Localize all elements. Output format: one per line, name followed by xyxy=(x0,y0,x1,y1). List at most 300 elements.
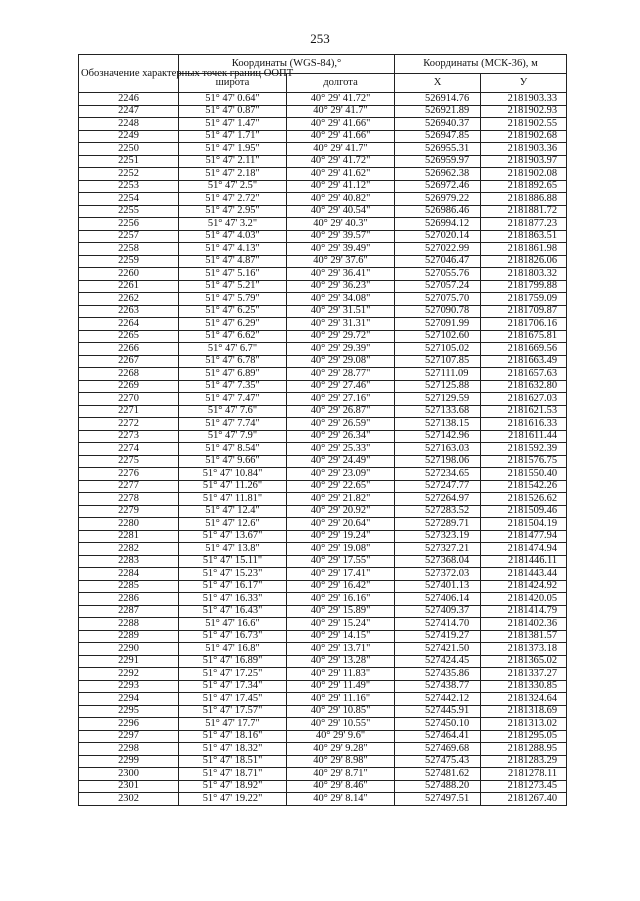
x-coordinate-cell: 527057.24 xyxy=(395,280,481,293)
longitude-cell: 40° 29' 37.6" xyxy=(287,255,395,268)
point-id-cell: 2282 xyxy=(79,543,179,556)
longitude-cell: 40° 29' 29.72" xyxy=(287,330,395,343)
point-id-cell: 2288 xyxy=(79,618,179,631)
x-coordinate-cell: 527111.09 xyxy=(395,368,481,381)
latitude-cell: 51° 47' 16.6" xyxy=(179,618,287,631)
latitude-cell: 51° 47' 7.9" xyxy=(179,430,287,443)
x-coordinate-cell: 527488.20 xyxy=(395,780,481,793)
x-coordinate-cell: 527323.19 xyxy=(395,530,481,543)
point-id-cell: 2259 xyxy=(79,255,179,268)
longitude-cell: 40° 29' 31.31" xyxy=(287,318,395,331)
y-coordinate-cell: 2181902.68 xyxy=(481,130,567,143)
table-row xyxy=(79,205,567,218)
y-coordinate-cell: 2181657.63 xyxy=(481,368,567,381)
longitude-cell: 40° 29' 39.57" xyxy=(287,230,395,243)
table-row xyxy=(79,668,567,681)
latitude-cell: 51° 47' 2.11" xyxy=(179,155,287,168)
table-row xyxy=(79,530,567,543)
table-row xyxy=(79,180,567,193)
y-coordinate-cell: 2181861.98 xyxy=(481,243,567,256)
latitude-cell: 51° 47' 17.25" xyxy=(179,668,287,681)
longitude-cell: 40° 29' 40.54" xyxy=(287,205,395,218)
x-coordinate-cell: 527046.47 xyxy=(395,255,481,268)
longitude-cell: 40° 29' 24.49" xyxy=(287,455,395,468)
y-coordinate-cell: 2181402.36 xyxy=(481,618,567,631)
y-coordinate-cell: 2181902.93 xyxy=(481,105,567,118)
point-id-cell: 2302 xyxy=(79,793,179,806)
x-coordinate-cell: 527401.13 xyxy=(395,580,481,593)
table-row xyxy=(79,218,567,231)
latitude-cell: 51° 47' 19.22" xyxy=(179,793,287,806)
x-coordinate-cell: 526972.46 xyxy=(395,180,481,193)
point-id-cell: 2297 xyxy=(79,730,179,743)
longitude-cell: 40° 29' 41.12" xyxy=(287,180,395,193)
point-id-cell: 2271 xyxy=(79,405,179,418)
point-id-cell: 2246 xyxy=(79,93,179,106)
y-coordinate-cell: 2181863.51 xyxy=(481,230,567,243)
longitude-cell: 40° 29' 40.3" xyxy=(287,218,395,231)
table-row xyxy=(79,293,567,306)
x-coordinate-cell: 527020.14 xyxy=(395,230,481,243)
header-longitude: долгота xyxy=(287,74,395,93)
point-id-cell: 2293 xyxy=(79,680,179,693)
y-coordinate-cell: 2181675.81 xyxy=(481,330,567,343)
x-coordinate-cell: 526921.89 xyxy=(395,105,481,118)
table-row xyxy=(79,705,567,718)
latitude-cell: 51° 47' 5.21" xyxy=(179,280,287,293)
x-coordinate-cell: 527090.78 xyxy=(395,305,481,318)
table-row xyxy=(79,118,567,131)
y-coordinate-cell: 2181318.69 xyxy=(481,705,567,718)
point-id-cell: 2268 xyxy=(79,368,179,381)
header-designation: Обозначение характерных точек границ ООПТ xyxy=(79,55,179,93)
latitude-cell: 51° 47' 18.16" xyxy=(179,730,287,743)
table-row xyxy=(79,368,567,381)
point-id-cell: 2277 xyxy=(79,480,179,493)
y-coordinate-cell: 2181273.45 xyxy=(481,780,567,793)
x-coordinate-cell: 527438.77 xyxy=(395,680,481,693)
table-row xyxy=(79,168,567,181)
table-row xyxy=(79,318,567,331)
latitude-cell: 51° 47' 17.57" xyxy=(179,705,287,718)
latitude-cell: 51° 47' 6.7" xyxy=(179,343,287,356)
latitude-cell: 51° 47' 0.64" xyxy=(179,93,287,106)
longitude-cell: 40° 29' 29.08" xyxy=(287,355,395,368)
latitude-cell: 51° 47' 4.03" xyxy=(179,230,287,243)
y-coordinate-cell: 2181295.05 xyxy=(481,730,567,743)
table-row xyxy=(79,143,567,156)
table-row xyxy=(79,555,567,568)
longitude-cell: 40° 29' 34.08" xyxy=(287,293,395,306)
x-coordinate-cell: 527481.62 xyxy=(395,768,481,781)
longitude-cell: 40° 29' 39.49" xyxy=(287,243,395,256)
point-id-cell: 2248 xyxy=(79,118,179,131)
x-coordinate-cell: 527424.45 xyxy=(395,655,481,668)
longitude-cell: 40° 29' 8.14" xyxy=(287,793,395,806)
latitude-cell: 51° 47' 16.8" xyxy=(179,643,287,656)
table-row xyxy=(79,593,567,606)
latitude-cell: 51° 47' 15.23" xyxy=(179,568,287,581)
x-coordinate-cell: 526914.76 xyxy=(395,93,481,106)
point-id-cell: 2281 xyxy=(79,530,179,543)
latitude-cell: 51° 47' 2.95" xyxy=(179,205,287,218)
longitude-cell: 40° 29' 11.83" xyxy=(287,668,395,681)
x-coordinate-cell: 527129.59 xyxy=(395,393,481,406)
x-coordinate-cell: 526955.31 xyxy=(395,143,481,156)
y-coordinate-cell: 2181443.44 xyxy=(481,568,567,581)
latitude-cell: 51° 47' 15.11" xyxy=(179,555,287,568)
x-coordinate-cell: 527105.02 xyxy=(395,343,481,356)
latitude-cell: 51° 47' 17.34" xyxy=(179,680,287,693)
y-coordinate-cell: 2181267.40 xyxy=(481,793,567,806)
table-row xyxy=(79,268,567,281)
latitude-cell: 51° 47' 5.79" xyxy=(179,293,287,306)
latitude-cell: 51° 47' 18.71" xyxy=(179,768,287,781)
x-coordinate-cell: 526962.38 xyxy=(395,168,481,181)
longitude-cell: 40° 29' 41.66" xyxy=(287,130,395,143)
x-coordinate-cell: 527022.99 xyxy=(395,243,481,256)
x-coordinate-cell: 527102.60 xyxy=(395,330,481,343)
latitude-cell: 51° 47' 1.95" xyxy=(179,143,287,156)
latitude-cell: 51° 47' 16.73" xyxy=(179,630,287,643)
y-coordinate-cell: 2181799.88 xyxy=(481,280,567,293)
y-coordinate-cell: 2181892.65 xyxy=(481,180,567,193)
table-row xyxy=(79,130,567,143)
point-id-cell: 2294 xyxy=(79,693,179,706)
x-coordinate-cell: 526947.85 xyxy=(395,130,481,143)
y-coordinate-cell: 2181632.80 xyxy=(481,380,567,393)
y-coordinate-cell: 2181365.02 xyxy=(481,655,567,668)
y-coordinate-cell: 2181611.44 xyxy=(481,430,567,443)
y-coordinate-cell: 2181616.33 xyxy=(481,418,567,431)
y-coordinate-cell: 2181759.09 xyxy=(481,293,567,306)
longitude-cell: 40° 29' 8.98" xyxy=(287,755,395,768)
table-row xyxy=(79,343,567,356)
y-coordinate-cell: 2181826.06 xyxy=(481,255,567,268)
x-coordinate-cell: 527409.37 xyxy=(395,605,481,618)
table-row xyxy=(79,680,567,693)
longitude-cell: 40° 29' 15.89" xyxy=(287,605,395,618)
latitude-cell: 51° 47' 2.5" xyxy=(179,180,287,193)
longitude-cell: 40° 29' 14.15" xyxy=(287,630,395,643)
x-coordinate-cell: 527445.91 xyxy=(395,705,481,718)
y-coordinate-cell: 2181542.26 xyxy=(481,480,567,493)
longitude-cell: 40° 29' 26.34" xyxy=(287,430,395,443)
longitude-cell: 40° 29' 41.66" xyxy=(287,118,395,131)
header-latitude: широта xyxy=(179,74,287,93)
point-id-cell: 2257 xyxy=(79,230,179,243)
longitude-cell: 40° 29' 22.65" xyxy=(287,480,395,493)
latitude-cell: 51° 47' 8.54" xyxy=(179,443,287,456)
y-coordinate-cell: 2181706.16 xyxy=(481,318,567,331)
y-coordinate-cell: 2181526.62 xyxy=(481,493,567,506)
latitude-cell: 51° 47' 6.29" xyxy=(179,318,287,331)
point-id-cell: 2273 xyxy=(79,430,179,443)
coordinates-table xyxy=(78,54,567,806)
point-id-cell: 2261 xyxy=(79,280,179,293)
longitude-cell: 40° 29' 8.46" xyxy=(287,780,395,793)
latitude-cell: 51° 47' 7.6" xyxy=(179,405,287,418)
y-coordinate-cell: 2181902.08 xyxy=(481,168,567,181)
longitude-cell: 40° 29' 29.39" xyxy=(287,343,395,356)
latitude-cell: 51° 47' 6.78" xyxy=(179,355,287,368)
y-coordinate-cell: 2181886.88 xyxy=(481,193,567,206)
x-coordinate-cell: 527289.71 xyxy=(395,518,481,531)
latitude-cell: 51° 47' 4.87" xyxy=(179,255,287,268)
longitude-cell: 40° 29' 17.41" xyxy=(287,568,395,581)
table-row xyxy=(79,193,567,206)
longitude-cell: 40° 29' 19.08" xyxy=(287,543,395,556)
point-id-cell: 2267 xyxy=(79,355,179,368)
latitude-cell: 51° 47' 9.66" xyxy=(179,455,287,468)
y-coordinate-cell: 2181504.19 xyxy=(481,518,567,531)
table-header xyxy=(79,55,567,93)
table-row xyxy=(79,355,567,368)
longitude-cell: 40° 29' 15.24" xyxy=(287,618,395,631)
point-id-cell: 2254 xyxy=(79,193,179,206)
latitude-cell: 51° 47' 16.17" xyxy=(179,580,287,593)
point-id-cell: 2300 xyxy=(79,768,179,781)
x-coordinate-cell: 527133.68 xyxy=(395,405,481,418)
table-row xyxy=(79,580,567,593)
point-id-cell: 2276 xyxy=(79,468,179,481)
latitude-cell: 51° 47' 12.4" xyxy=(179,505,287,518)
y-coordinate-cell: 2181373.18 xyxy=(481,643,567,656)
latitude-cell: 51° 47' 2.18" xyxy=(179,168,287,181)
latitude-cell: 51° 47' 7.47" xyxy=(179,393,287,406)
table-row xyxy=(79,255,567,268)
table-row xyxy=(79,380,567,393)
table-row xyxy=(79,793,567,806)
point-id-cell: 2291 xyxy=(79,655,179,668)
point-id-cell: 2274 xyxy=(79,443,179,456)
x-coordinate-cell: 527435.86 xyxy=(395,668,481,681)
y-coordinate-cell: 2181902.55 xyxy=(481,118,567,131)
y-coordinate-cell: 2181550.40 xyxy=(481,468,567,481)
x-coordinate-cell: 527327.21 xyxy=(395,543,481,556)
y-coordinate-cell: 2181324.64 xyxy=(481,693,567,706)
latitude-cell: 51° 47' 2.72" xyxy=(179,193,287,206)
x-coordinate-cell: 527234.65 xyxy=(395,468,481,481)
y-coordinate-cell: 2181663.49 xyxy=(481,355,567,368)
longitude-cell: 40° 29' 11.49" xyxy=(287,680,395,693)
point-id-cell: 2269 xyxy=(79,380,179,393)
longitude-cell: 40° 29' 9.28" xyxy=(287,743,395,756)
table-row xyxy=(79,518,567,531)
point-id-cell: 2278 xyxy=(79,493,179,506)
header-wgs-coordinates: Координаты (WGS-84),° xyxy=(179,55,395,74)
longitude-cell: 40° 29' 27.16" xyxy=(287,393,395,406)
latitude-cell: 51° 47' 16.33" xyxy=(179,593,287,606)
longitude-cell: 40° 29' 10.55" xyxy=(287,718,395,731)
point-id-cell: 2264 xyxy=(79,318,179,331)
point-id-cell: 2284 xyxy=(79,568,179,581)
longitude-cell: 40° 29' 41.72" xyxy=(287,93,395,106)
y-coordinate-cell: 2181592.39 xyxy=(481,443,567,456)
longitude-cell: 40° 29' 26.59" xyxy=(287,418,395,431)
point-id-cell: 2290 xyxy=(79,643,179,656)
longitude-cell: 40° 29' 36.23" xyxy=(287,280,395,293)
longitude-cell: 40° 29' 28.77" xyxy=(287,368,395,381)
table-row xyxy=(79,230,567,243)
latitude-cell: 51° 47' 7.74" xyxy=(179,418,287,431)
y-coordinate-cell: 2181474.94 xyxy=(481,543,567,556)
latitude-cell: 51° 47' 16.43" xyxy=(179,605,287,618)
longitude-cell: 40° 29' 20.92" xyxy=(287,505,395,518)
x-coordinate-cell: 526986.46 xyxy=(395,205,481,218)
latitude-cell: 51° 47' 11.81" xyxy=(179,493,287,506)
point-id-cell: 2250 xyxy=(79,143,179,156)
longitude-cell: 40° 29' 41.72" xyxy=(287,155,395,168)
point-id-cell: 2280 xyxy=(79,518,179,531)
y-coordinate-cell: 2181288.95 xyxy=(481,743,567,756)
point-id-cell: 2287 xyxy=(79,605,179,618)
header-row-top xyxy=(79,55,567,74)
latitude-cell: 51° 47' 18.92" xyxy=(179,780,287,793)
x-coordinate-cell: 526979.22 xyxy=(395,193,481,206)
x-coordinate-cell: 527368.04 xyxy=(395,555,481,568)
y-coordinate-cell: 2181477.94 xyxy=(481,530,567,543)
longitude-cell: 40° 29' 13.71" xyxy=(287,643,395,656)
table-row xyxy=(79,568,567,581)
longitude-cell: 40° 29' 17.55" xyxy=(287,555,395,568)
x-coordinate-cell: 527464.41 xyxy=(395,730,481,743)
y-coordinate-cell: 2181903.33 xyxy=(481,93,567,106)
y-coordinate-cell: 2181420.05 xyxy=(481,593,567,606)
y-coordinate-cell: 2181330.85 xyxy=(481,680,567,693)
latitude-cell: 51° 47' 12.6" xyxy=(179,518,287,531)
latitude-cell: 51° 47' 18.51" xyxy=(179,755,287,768)
y-coordinate-cell: 2181803.32 xyxy=(481,268,567,281)
latitude-cell: 51° 47' 1.47" xyxy=(179,118,287,131)
header-y: У xyxy=(481,74,567,93)
point-id-cell: 2247 xyxy=(79,105,179,118)
y-coordinate-cell: 2181414.79 xyxy=(481,605,567,618)
x-coordinate-cell: 526940.37 xyxy=(395,118,481,131)
table-row xyxy=(79,468,567,481)
table-row xyxy=(79,630,567,643)
longitude-cell: 40° 29' 19.24" xyxy=(287,530,395,543)
table-row xyxy=(79,330,567,343)
y-coordinate-cell: 2181278.11 xyxy=(481,768,567,781)
y-coordinate-cell: 2181627.03 xyxy=(481,393,567,406)
longitude-cell: 40° 29' 31.51" xyxy=(287,305,395,318)
latitude-cell: 51° 47' 13.67" xyxy=(179,530,287,543)
y-coordinate-cell: 2181509.46 xyxy=(481,505,567,518)
table-row xyxy=(79,155,567,168)
y-coordinate-cell: 2181903.97 xyxy=(481,155,567,168)
y-coordinate-cell: 2181381.57 xyxy=(481,630,567,643)
longitude-cell: 40° 29' 16.16" xyxy=(287,593,395,606)
table-row xyxy=(79,768,567,781)
table-row xyxy=(79,718,567,731)
latitude-cell: 51° 47' 3.2" xyxy=(179,218,287,231)
longitude-cell: 40° 29' 23.09" xyxy=(287,468,395,481)
x-coordinate-cell: 527163.03 xyxy=(395,443,481,456)
point-id-cell: 2258 xyxy=(79,243,179,256)
table-row xyxy=(79,305,567,318)
longitude-cell: 40° 29' 36.41" xyxy=(287,268,395,281)
y-coordinate-cell: 2181621.53 xyxy=(481,405,567,418)
point-id-cell: 2285 xyxy=(79,580,179,593)
longitude-cell: 40° 29' 41.62" xyxy=(287,168,395,181)
latitude-cell: 51° 47' 5.16" xyxy=(179,268,287,281)
longitude-cell: 40° 29' 41.7" xyxy=(287,105,395,118)
longitude-cell: 40° 29' 13.28" xyxy=(287,655,395,668)
latitude-cell: 51° 47' 1.71" xyxy=(179,130,287,143)
table-row xyxy=(79,605,567,618)
point-id-cell: 2295 xyxy=(79,705,179,718)
table-row xyxy=(79,730,567,743)
latitude-cell: 51° 47' 7.35" xyxy=(179,380,287,393)
point-id-cell: 2283 xyxy=(79,555,179,568)
point-id-cell: 2272 xyxy=(79,418,179,431)
longitude-cell: 40° 29' 26.87" xyxy=(287,405,395,418)
x-coordinate-cell: 527419.27 xyxy=(395,630,481,643)
x-coordinate-cell: 527075.70 xyxy=(395,293,481,306)
latitude-cell: 51° 47' 16.89" xyxy=(179,655,287,668)
latitude-cell: 51° 47' 10.84" xyxy=(179,468,287,481)
header-x: X xyxy=(395,74,481,93)
x-coordinate-cell: 527421.50 xyxy=(395,643,481,656)
x-coordinate-cell: 527107.85 xyxy=(395,355,481,368)
point-id-cell: 2292 xyxy=(79,668,179,681)
table-row xyxy=(79,393,567,406)
table-row xyxy=(79,618,567,631)
table-row xyxy=(79,418,567,431)
longitude-cell: 40° 29' 8.71" xyxy=(287,768,395,781)
y-coordinate-cell: 2181709.87 xyxy=(481,305,567,318)
point-id-cell: 2253 xyxy=(79,180,179,193)
y-coordinate-cell: 2181669.56 xyxy=(481,343,567,356)
table-row xyxy=(79,105,567,118)
point-id-cell: 2260 xyxy=(79,268,179,281)
longitude-cell: 40° 29' 41.7" xyxy=(287,143,395,156)
point-id-cell: 2279 xyxy=(79,505,179,518)
point-id-cell: 2301 xyxy=(79,780,179,793)
point-id-cell: 2289 xyxy=(79,630,179,643)
latitude-cell: 51° 47' 6.89" xyxy=(179,368,287,381)
y-coordinate-cell: 2181576.75 xyxy=(481,455,567,468)
latitude-cell: 51° 47' 4.13" xyxy=(179,243,287,256)
table-body xyxy=(79,93,567,806)
point-id-cell: 2256 xyxy=(79,218,179,231)
longitude-cell: 40° 29' 10.85" xyxy=(287,705,395,718)
point-id-cell: 2265 xyxy=(79,330,179,343)
x-coordinate-cell: 526959.97 xyxy=(395,155,481,168)
table-row xyxy=(79,505,567,518)
point-id-cell: 2270 xyxy=(79,393,179,406)
point-id-cell: 2255 xyxy=(79,205,179,218)
point-id-cell: 2249 xyxy=(79,130,179,143)
x-coordinate-cell: 527138.15 xyxy=(395,418,481,431)
x-coordinate-cell: 527198.06 xyxy=(395,455,481,468)
table-row xyxy=(79,755,567,768)
table-row xyxy=(79,743,567,756)
x-coordinate-cell: 527469.68 xyxy=(395,743,481,756)
longitude-cell: 40° 29' 9.6" xyxy=(287,730,395,743)
table-row xyxy=(79,655,567,668)
longitude-cell: 40° 29' 20.64" xyxy=(287,518,395,531)
x-coordinate-cell: 527283.52 xyxy=(395,505,481,518)
point-id-cell: 2266 xyxy=(79,343,179,356)
y-coordinate-cell: 2181446.11 xyxy=(481,555,567,568)
longitude-cell: 40° 29' 27.46" xyxy=(287,380,395,393)
x-coordinate-cell: 527450.10 xyxy=(395,718,481,731)
longitude-cell: 40° 29' 40.82" xyxy=(287,193,395,206)
latitude-cell: 51° 47' 0.87" xyxy=(179,105,287,118)
y-coordinate-cell: 2181424.92 xyxy=(481,580,567,593)
